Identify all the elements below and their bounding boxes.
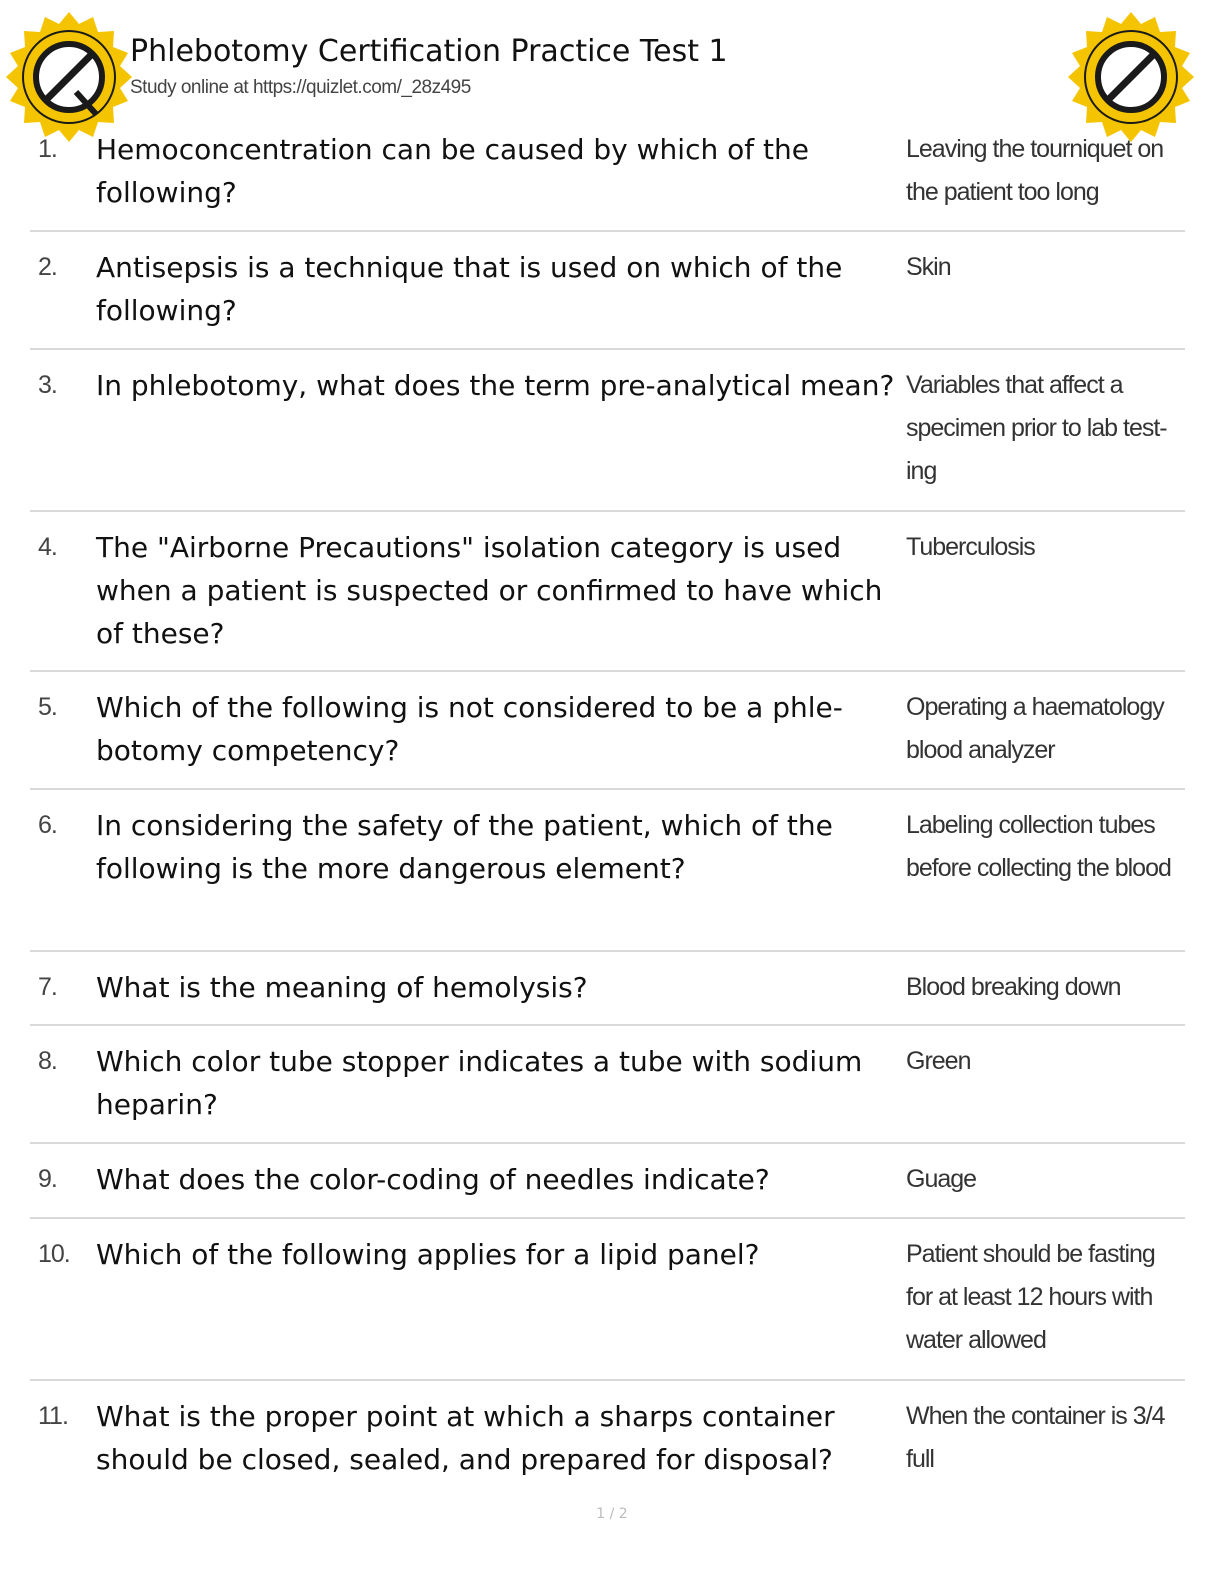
- question-number: 1.: [38, 135, 57, 163]
- qa-row: [30, 952, 1185, 1026]
- answer-text: Tuberculosis: [906, 533, 1035, 561]
- question-text: In considering the safety of the patient, which of the following is the more dangerous element?: [96, 809, 833, 885]
- qa-row: [30, 1026, 1185, 1144]
- answer-text: Labeling collection tubes before collecting the blood: [906, 811, 1171, 882]
- answer-text: Patient should be fasting for at least 12 hours with water allowed: [906, 1240, 1155, 1354]
- question-number: 10.: [38, 1240, 70, 1268]
- answer-text: Green: [906, 1047, 971, 1075]
- question-text: Which of the following applies for a lipid panel?: [96, 1238, 760, 1271]
- answer-text: Guage: [906, 1165, 977, 1193]
- answer-text: Skin: [906, 253, 951, 281]
- page-number: 1 / 2: [596, 1506, 628, 1522]
- qa-row: [30, 512, 1185, 672]
- question-text: What is the proper point at which a sharps container should be closed, sealed, and prepared for disposal?: [96, 1400, 835, 1476]
- question-number: 9.: [38, 1165, 57, 1193]
- question-text: Which of the following is not considered to be a phle-botomy competency?: [96, 691, 843, 767]
- qa-row: [30, 232, 1185, 350]
- answer-text: Variables that affect a specimen prior to lab test-ing: [906, 371, 1167, 485]
- question-text: The "Airborne Precautions" isolation category is used when a patient is suspected or confirmed to have which of these?: [96, 531, 883, 650]
- qa-row: [30, 122, 1185, 232]
- question-number: 2.: [38, 253, 57, 281]
- question-number: 4.: [38, 533, 57, 561]
- question-number: 11.: [38, 1402, 68, 1430]
- page-subtitle: Study online at https://quizlet.com/_28z495: [130, 77, 471, 98]
- question-number: 5.: [38, 693, 57, 721]
- answer-text: When the container is 3/4 full: [906, 1402, 1165, 1473]
- qa-row: [30, 1144, 1185, 1219]
- answer-text: Operating a haematology blood analyzer: [906, 693, 1164, 764]
- question-text: In phlebotomy, what does the term pre-analytical mean?: [96, 369, 895, 402]
- qa-row: [30, 1381, 1185, 1493]
- answer-text: Blood breaking down: [906, 973, 1121, 1001]
- question-text: Which color tube stopper indicates a tube with sodium heparin?: [96, 1045, 863, 1121]
- question-text: Hemoconcentration can be caused by which of the following?: [96, 133, 809, 209]
- question-number: 7.: [38, 973, 57, 1001]
- question-text: What does the color-coding of needles indicate?: [96, 1163, 770, 1196]
- qa-row: [30, 1219, 1185, 1381]
- document-header: [130, 30, 1030, 100]
- qa-row: [30, 790, 1185, 952]
- question-text: Antisepsis is a technique that is used on which of the following?: [96, 251, 843, 327]
- qa-row: [30, 672, 1185, 790]
- question-number: 3.: [38, 371, 57, 399]
- page-title: Phlebotomy Certification Practice Test 1: [130, 34, 728, 69]
- question-number: 8.: [38, 1047, 57, 1075]
- qa-list: [30, 122, 1185, 1493]
- question-text: What is the meaning of hemolysis?: [96, 971, 588, 1004]
- question-number: 6.: [38, 811, 57, 839]
- answer-text: Leaving the tourniquet on the patient too long: [906, 135, 1164, 206]
- qa-row: [30, 350, 1185, 512]
